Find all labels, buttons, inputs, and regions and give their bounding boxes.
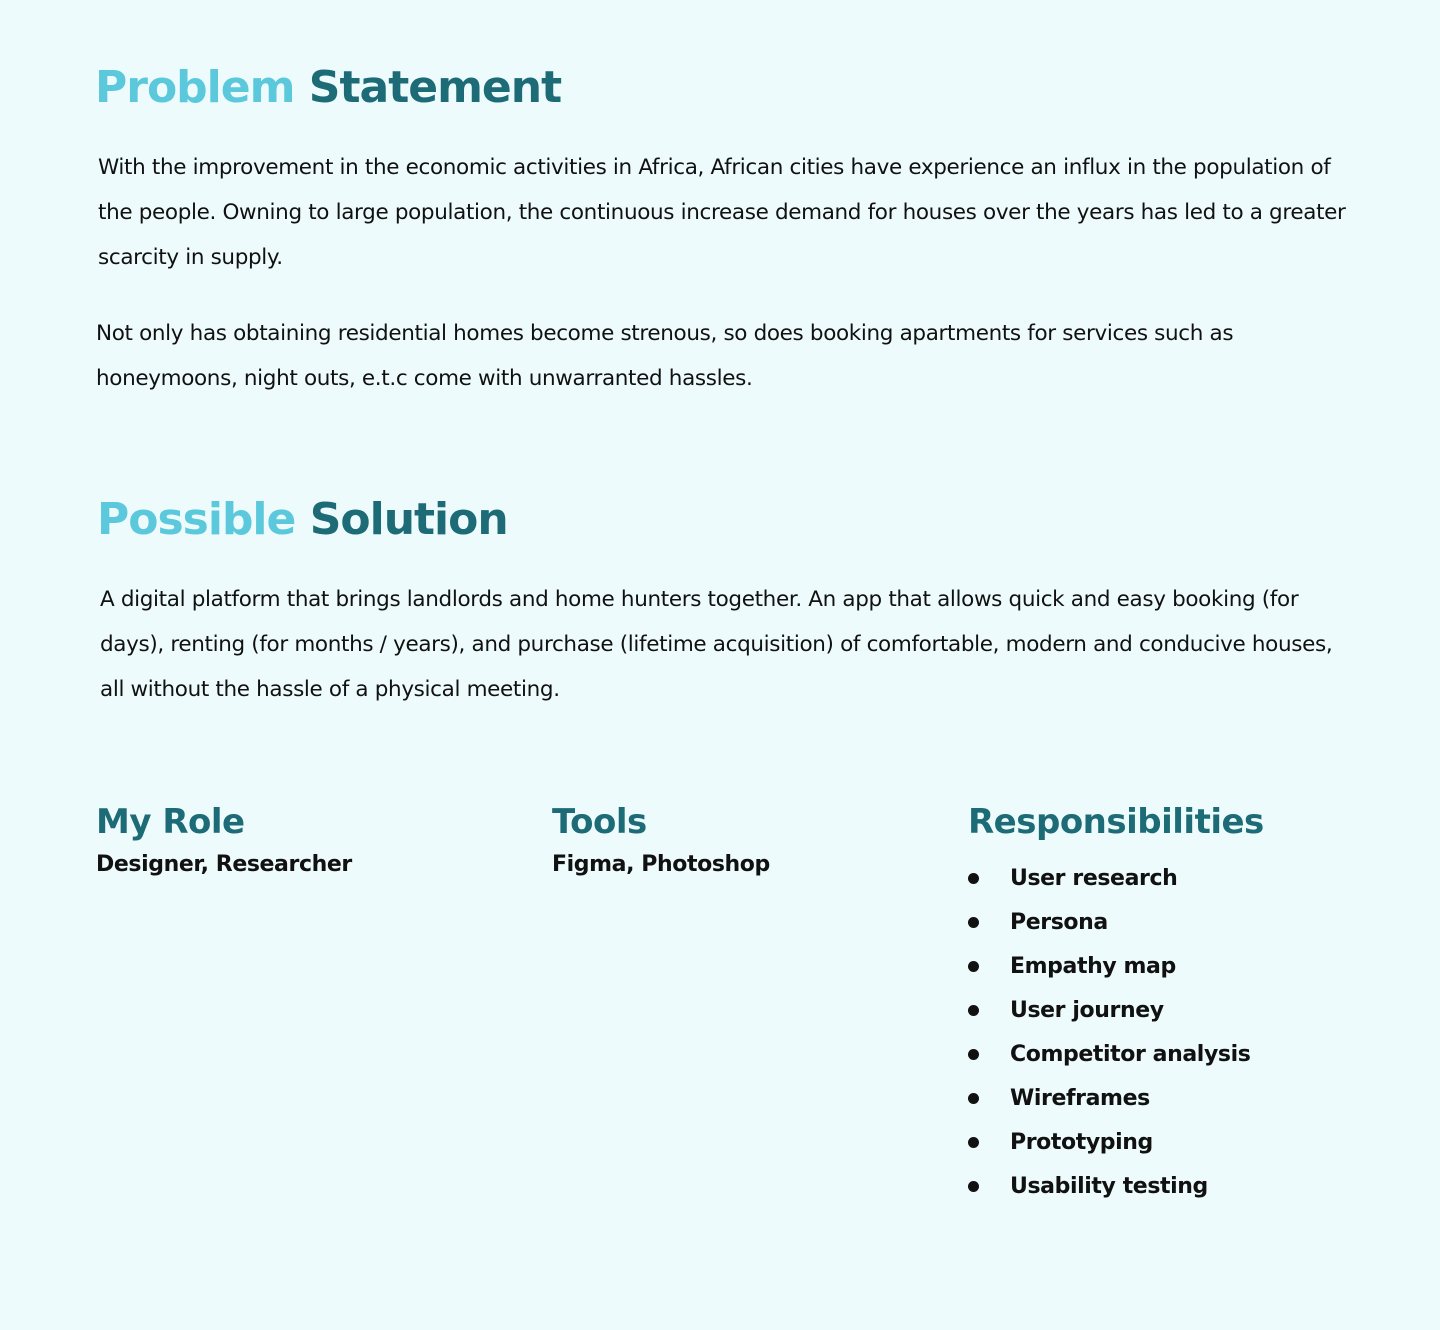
possible-solution-heading [97,494,508,545]
list-item-label: User research [1010,865,1178,891]
list-item [966,1164,1250,1208]
problem-paragraph-1: With the improvement in the economic activities in Africa, African cities have experience an influx in the population of the people. Owning to large population, the continuous increase demand for houses over the years has led to a greater scarcity in supply. [98,155,1346,270]
list-item-label: Prototyping [1010,1129,1153,1155]
list-item-label: Competitor analysis [1010,1041,1251,1067]
list-item [966,856,1250,900]
bullet-icon [968,1049,979,1060]
bullet-icon [968,917,979,928]
tools-value: Figma, Photoshop [552,852,770,877]
tools-heading: Tools [552,802,647,842]
solution-paragraph: A digital platform that brings landlords and home hunters together. An app that allows quick and easy booking (for days), renting (for months / years), and purchase (lifetime acquisition) of comfortable, modern and conducive houses, all without the hassle of a physical meeting. [100,587,1333,702]
list-item-label: Persona [1010,909,1108,935]
problem-paragraph-2: Not only has obtaining residential homes become strenous, so does booking apartments for services such as honeymoons, night outs, e.t.c come with unwarranted hassles. [96,321,1234,391]
my-role-heading: My Role [96,802,245,842]
list-item-label: Empathy map [1010,953,1176,979]
list-item [966,1076,1250,1120]
list-item-label: Usability testing [1010,1173,1208,1199]
responsibilities-heading: Responsibilities [968,802,1264,842]
bullet-icon [968,1181,979,1192]
bullet-icon [968,1005,979,1016]
list-item-label: Wireframes [1010,1085,1150,1111]
problem-heading-light: Problem [95,62,295,113]
bullet-icon [968,873,979,884]
list-item [966,1032,1250,1076]
list-item [966,944,1250,988]
list-item [966,900,1250,944]
my-role-value: Designer, Researcher [96,852,352,877]
list-item [966,988,1250,1032]
problem-statement-heading [95,62,562,113]
bullet-icon [968,1137,979,1148]
solution-heading-light: Possible [97,494,296,545]
list-item [966,1120,1250,1164]
solution-heading-dark: Solution [309,494,508,545]
responsibilities-list [966,856,1250,1208]
bullet-icon [968,961,979,972]
list-item-label: User journey [1010,997,1164,1023]
problem-heading-dark: Statement [308,62,562,113]
bullet-icon [968,1093,979,1104]
